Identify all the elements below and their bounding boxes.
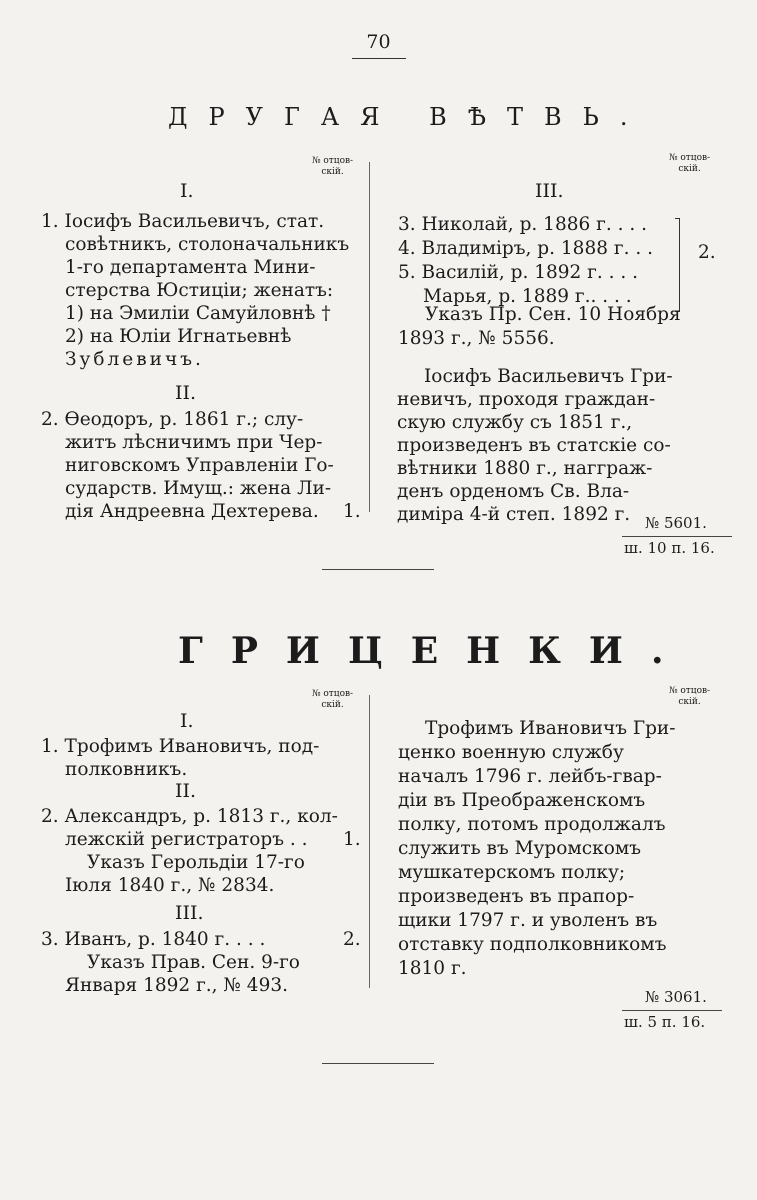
right-column-header: № отцов- скій. [669, 153, 711, 174]
entry-feodor: 2. Ѳеодоръ, р. 1861 г.; слу- житъ лѣсничимъ при Чер- ниговскомъ Управленіи Го- сударств. Имущ.: жена Ли- дія Андреевна Дехтерева. [41, 409, 334, 522]
generation-iii-label-2: III. [175, 902, 204, 924]
shelf-rule-1 [622, 536, 732, 537]
child-marya: Марья, р. 1889 г.. . . . [423, 286, 632, 307]
child-nikolai: 3. Николай, р. 1886 г. . . . [398, 214, 647, 235]
child-vladimir: 4. Владиміръ, р. 1888 г. . . [398, 238, 653, 259]
left-column-header: № отцов- скій. [312, 156, 354, 177]
entry-iosif: 1. Іосифъ Васильевичъ, стат. совѣтникъ, столоначальникъ 1-го департамента Мини- стерства Юстиціи; женатъ: 1) на Эмиліи Самуйловнѣ † 2) на Юліи Игнатьевнѣ Зублевичъ. [41, 211, 350, 370]
iosif-service-note: Іосифъ Васильевичъ Гри- невичъ, проходя граждан- скую службу съ 1851 г., произведенъ въ статскіе со- вѣтники 1880 г., нагграж- денъ орденомъ Св. Вла- диміра 4-й степ. 1892 г. [397, 366, 673, 525]
section-title-other-branch: ДРУГАЯ ВѢТВЬ. [168, 103, 649, 131]
generation-ii-label-2: II. [175, 780, 197, 802]
children-father-ref: 2. [698, 242, 716, 263]
page-number-rule [352, 58, 406, 59]
trofim-service-note: Трофимъ Ивановичъ Гри- ценко военную службу началъ 1796 г. лейбъ-гвар- діи въ Преображенскомъ полку, потомъ продолжалъ служить въ Муромскомъ мушкатерскомъ полку; произведенъ въ прапор- щики 1797 г. и уволенъ въ отставку подполковникомъ 1810 г. [398, 718, 676, 979]
section-title-gritsenki: ГРИЦЕНКИ. [178, 630, 692, 672]
page-number: 70 [366, 31, 391, 53]
ivan-father-ref: 2. [343, 929, 361, 950]
section-divider-1 [322, 569, 434, 570]
child-vasili: 5. Василій, р. 1892 г. . . . [398, 262, 639, 283]
generation-i-label: I. [180, 180, 194, 202]
children-list [398, 213, 653, 309]
left-column-rule-2 [369, 695, 370, 988]
entry-trofim: 1. Трофимъ Ивановичъ, под- полковникъ. [41, 736, 320, 780]
decree-1893: Указъ Пр. Сен. 10 Ноября 1893 г., № 5556. [398, 304, 681, 349]
shelf-mark-2: ш. 5 п. 16. [624, 1013, 706, 1031]
section-divider-2 [322, 1063, 434, 1064]
generation-ii-label: II. [175, 382, 197, 404]
generation-iii-label: III. [535, 180, 564, 202]
shelf-mark-1: ш. 10 п. 16. [624, 539, 715, 557]
aleksandr-father-ref: 1. [343, 829, 361, 850]
record-number-5601: № 5601. [645, 514, 707, 532]
children-bracket [675, 218, 680, 312]
right-column-header-2: № отцов- скій. [669, 686, 711, 707]
left-column-rule [369, 162, 370, 512]
entry-aleksandr: 2. Александръ, р. 1813 г., кол- лежскій регистраторъ . . Указъ Герольдіи 17-го Іюля 1840 г., № 2834. [41, 806, 338, 896]
left-column-header-2: № отцов- скій. [312, 689, 354, 710]
record-number-3061: № 3061. [645, 988, 707, 1006]
feodor-father-ref: 1. [343, 501, 361, 522]
shelf-rule-2 [622, 1010, 722, 1011]
generation-i-label-2: I. [180, 710, 194, 732]
entry-ivan: 3. Иванъ, р. 1840 г. . . . Указъ Прав. Сен. 9-го Января 1892 г., № 493. [41, 929, 300, 996]
